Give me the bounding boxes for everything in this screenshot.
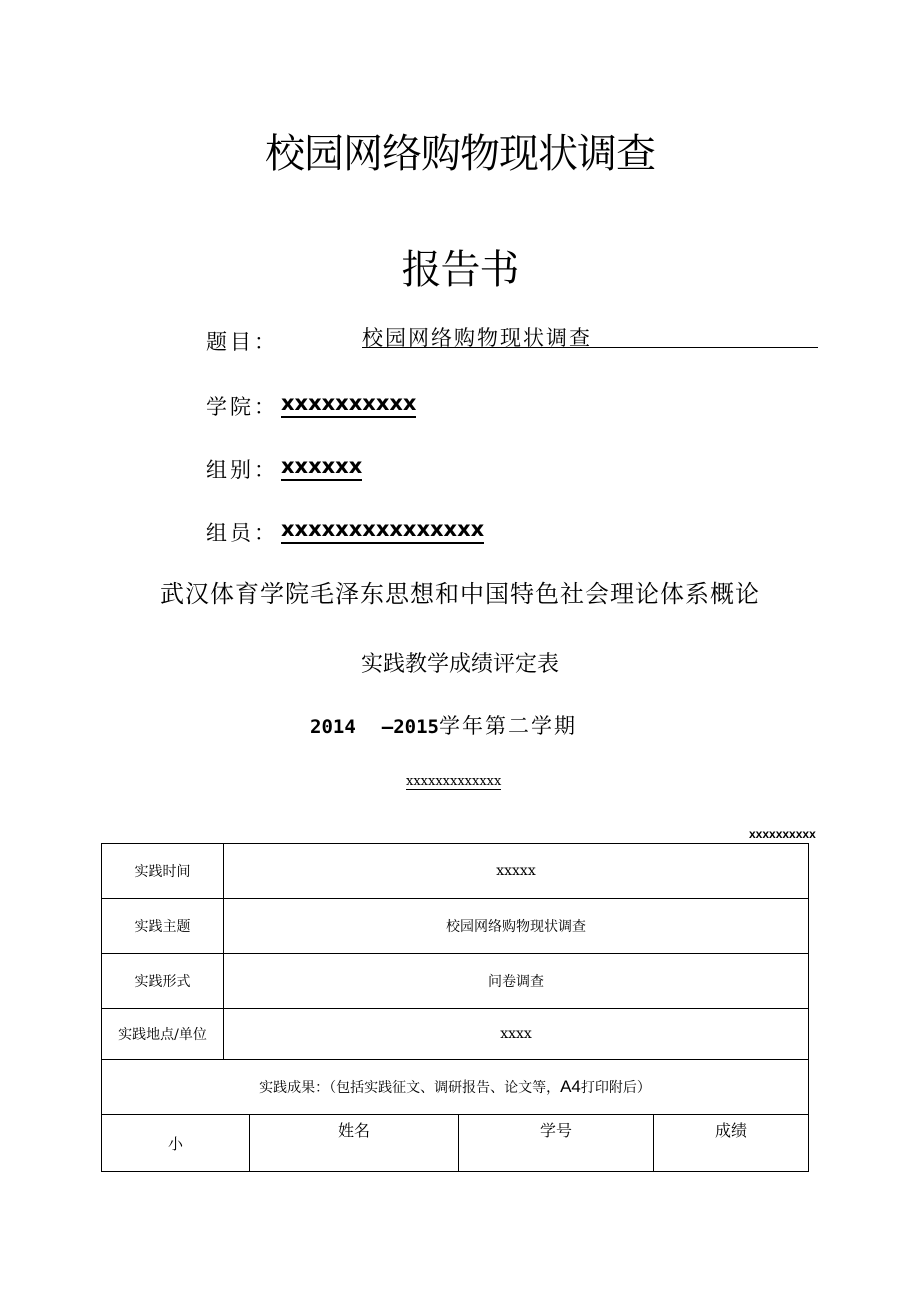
group-value: xxxxxx [281,453,362,481]
table-row [102,844,809,899]
row-label: 实践地点/单位 [102,1009,224,1060]
table-row [102,899,809,954]
topic-value: 校园网络购物现状调查 [362,326,592,350]
report-title: 校园网络购物现状调查 [265,131,655,177]
grade-header: 成绩 [654,1115,809,1172]
achievements-row [102,1060,809,1115]
row-value: xxxx [224,1009,809,1060]
topic-underline [362,347,818,348]
row-value: xxxxx [224,844,809,899]
name-header: 姓名 [250,1115,459,1172]
evaluation-table [101,843,809,1115]
row-value: 校园网络购物现状调查 [224,899,809,954]
year-end: —2015 [381,716,439,738]
signature-table [101,1114,809,1172]
members-label: 组员： [206,521,278,545]
report-subtitle: 报告书 [401,247,519,293]
row-label: 实践主题 [102,899,224,954]
right-code: xxxxxxxxxx [749,827,816,841]
achievements-a4: A4 [560,1077,581,1096]
year-start: 2014 [310,716,356,738]
achievements-prefix: 实践成果：（包括实践征文、调研报告、论文等， [259,1080,561,1096]
table-row [102,954,809,1009]
achievements-suffix: 打印附后） [580,1080,651,1096]
row-label: 实践时间 [102,844,224,899]
college-value: xxxxxxxxxx [281,390,416,418]
topic-label: 题目： [206,330,278,354]
row-value: 问卷调查 [224,954,809,1009]
signature-header-row [102,1115,809,1172]
group-cell: 小 [102,1115,250,1172]
group-label: 组别： [206,458,278,482]
semester-line [310,710,577,740]
class-code: xxxxxxxxxxxxx [406,774,502,789]
row-label: 实践形式 [102,954,224,1009]
student-id-header: 学号 [459,1115,654,1172]
achievements-cell [102,1060,809,1115]
evaluation-heading: 武汉体育学院毛泽东思想和中国特色社会理论体系概论 [160,580,760,608]
semester-text: 学年第二学期 [438,714,577,738]
college-label: 学院： [206,395,278,419]
evaluation-subheading: 实践教学成绩评定表 [360,652,559,677]
members-value: xxxxxxxxxxxxxxx [281,516,484,544]
table-row [102,1009,809,1060]
